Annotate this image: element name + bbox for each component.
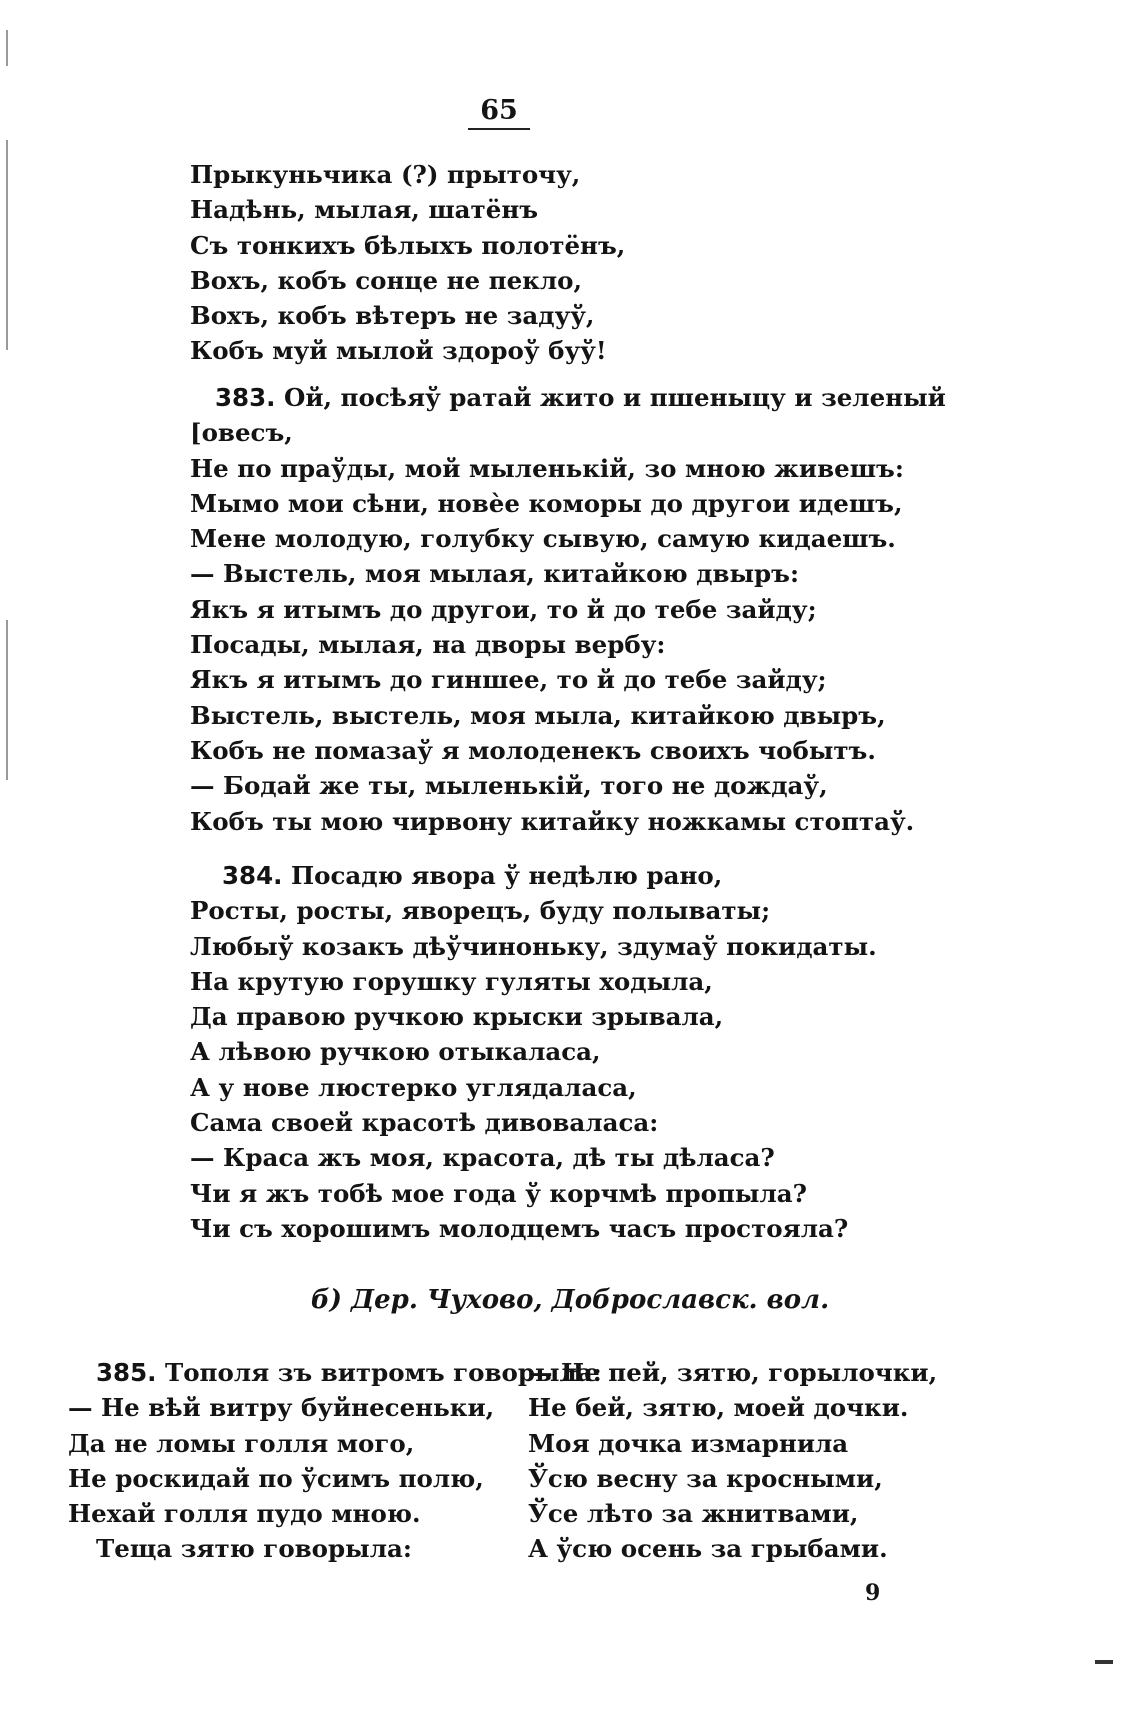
verse-line: Вохъ, кобъ вѣтеръ не задуў, [190,301,595,331]
verse-line: Чи я жъ тобѣ мое года ў корчмѣ пропыла? [190,1178,807,1208]
verse-line: На крутую горушку гуляты ходыла, [190,966,713,996]
verse-line: Моя дочка измарнила [528,1428,849,1458]
verse-line: — Выстель, моя мылая, китайкою двыръ: [190,559,800,589]
verse-line: Якъ я итымъ до другои, то й до тебе зайду; [190,594,817,624]
song-383 [190,380,946,839]
verse-line: Кобъ муй мылой здороў буў! [190,336,607,366]
verse-line: Кобъ не помазаў я молоденекъ своихъ чобытъ. [190,735,876,765]
verse-line: Росты, росты, яворецъ, буду полываты; [190,896,771,926]
verse-line: Мымо мои сѣни, новѐе коморы до другои идешъ, [190,488,903,518]
song-385-left-column [68,1355,602,1567]
verse-line: Да не ломы голля мого, [68,1428,415,1458]
verse-line: Мене молодую, голубку сывую, самую кидаешъ. [190,524,896,554]
verse-line: Чи съ хорошимъ молодцемъ часъ простояла? [190,1213,849,1243]
song-385-right-column [528,1355,937,1567]
verse-line: Посады, мылая, на дворы вербу: [190,630,666,660]
verse-line: Прыкуньчика (?) прыточу, [190,160,581,189]
page-number: 65 [468,96,530,130]
verse-line: Кобъ ты мою чирвону китайку ножкамы стоптаў. [190,806,915,836]
verse-line: Любыў козакъ дѣўчиноньку, здумаў покидаты. [190,931,877,961]
scan-artifact [1095,1660,1113,1664]
verse-line: А у нове люстерко углядаласа, [190,1072,637,1102]
song-first-line [68,1355,602,1390]
verse-line: — Не вѣй витру буйнесеньки, [68,1393,495,1423]
verse-line: Якъ я итымъ до гиншее, то й до тебе зайду; [190,665,827,695]
verse-line: Тополя зъ витромъ говорыла: [156,1358,602,1387]
verse-line: Съ тонкихъ бѣлыхъ полотёнъ, [190,230,626,260]
verse-line: Сама своей красотѣ дивоваласа: [190,1108,659,1138]
verse-line: Выстель, выстель, моя мыла, китайкою двыръ, [190,700,886,730]
song-first-line [190,380,946,415]
stanza-intro [190,157,625,369]
song-number: 384. [222,861,283,890]
verse-line: Да правою ручкою крыски зрывала, [190,1002,724,1032]
verse-line: Не бей, зятю, моей дочки. [528,1393,909,1423]
song-number: 383. [215,383,276,412]
verse-line: Нехай голля пудо мною. [68,1499,421,1529]
verse-line: Надѣнь, мылая, шатёнъ [190,195,539,225]
song-first-line [190,858,877,893]
verse-line: Посадю явора ў недѣлю рано, [282,861,723,890]
section-heading: б) Дер. Чухово, Доброславск. вол. [310,1285,830,1315]
verse-line: Ўсю весну за кросными, [528,1463,883,1493]
verse-line: — Краса жъ моя, красота, дѣ ты дѣласа? [190,1143,775,1173]
verse-line: Не по праўды, мой мыленькій, зо мною живешъ: [190,453,904,483]
verse-line: — Не пей, зятю, горылочки, [528,1358,938,1387]
verse-line: — Бодай же ты, мыленькій, того не дождаў, [190,771,828,801]
song-number: 385. [96,1358,157,1387]
verse-line: А ўсю осень за грыбами. [528,1534,888,1564]
sheet-signature: 9 [865,1580,881,1606]
verse-line: Ўсе лѣто за жнитвами, [528,1499,859,1529]
verse-line: А лѣвою ручкою отыкаласа, [190,1037,601,1067]
verse-line: Ой, посѣяў ратай жито и пшеныцу и зеленый [275,383,946,412]
verse-line: Вохъ, кобъ сонце не пекло, [190,265,583,295]
scan-edge-line [6,140,8,350]
scan-edge-line [6,30,8,66]
scan-edge-line [6,620,8,780]
verse-line: Не роскидай по ўсимъ полю, [68,1463,484,1493]
song-384 [190,858,877,1246]
verse-continuation: [овесъ, [190,418,293,448]
verse-line: Теща зятю говорыла: [96,1534,412,1564]
